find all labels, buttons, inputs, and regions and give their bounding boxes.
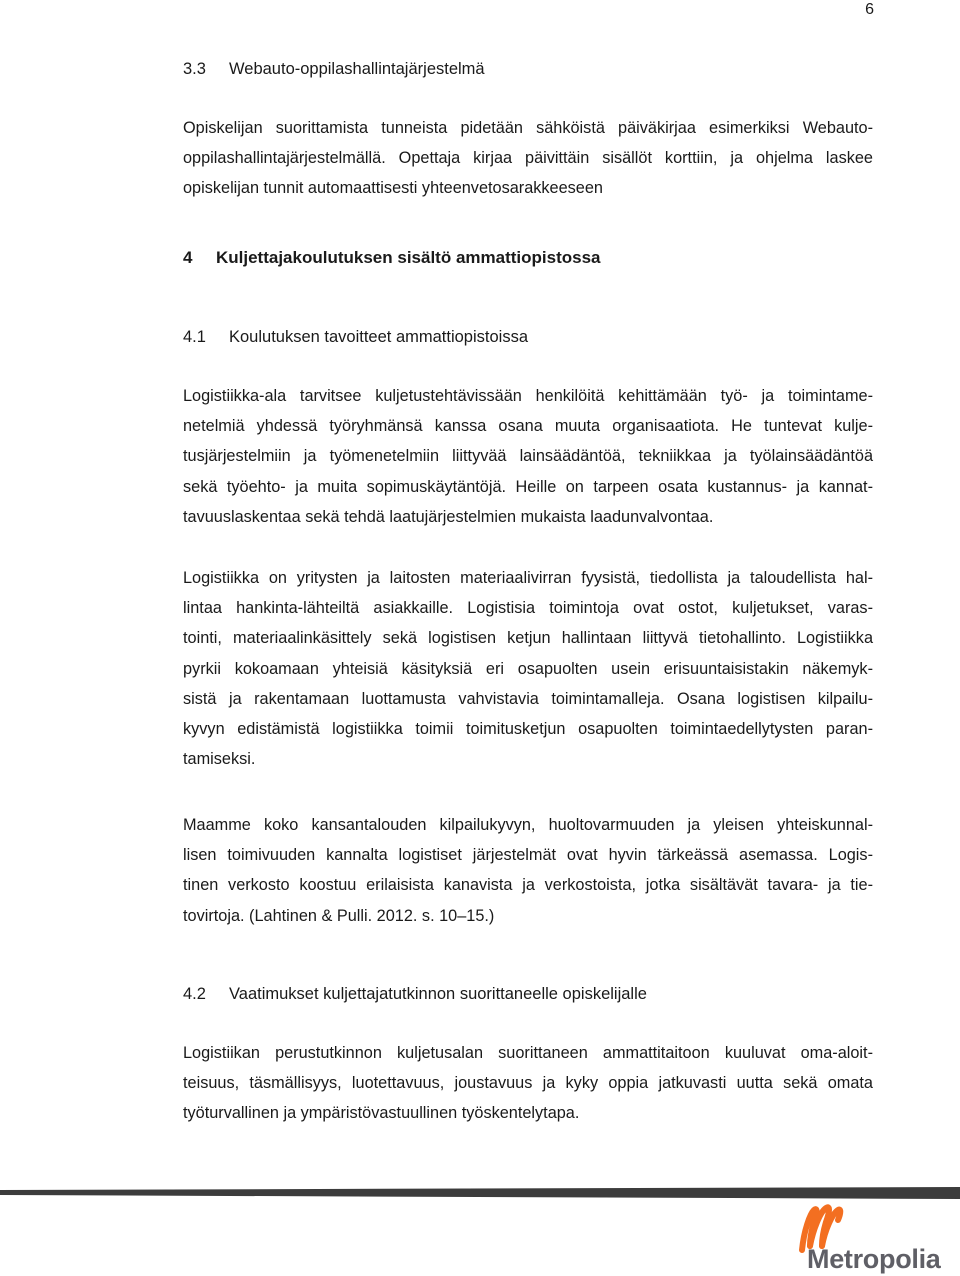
text-line: teisuus, täsmällisyys, luotettavuus, joustavuus ja kyky oppia jatkuvasti uutta sekä omata [183,1074,873,1093]
text-line: tovirtoja. (Lahtinen & Pulli. 2012. s. 10–15.) [183,906,495,925]
text-line: tusjärjestelmiin ja työmenetelmiin liittyvää lainsäädäntöä, tekniikkaa ja työlainsäädäntöä [183,447,873,466]
text-line: lintaa hankinta-lähteiltä asiakkaille. Logistisia toimintoja ovat ostot, kuljetukset, varas- [183,599,873,618]
text-line: tamiseksi. [183,750,256,769]
text-line: netelmiä yhdessä työryhmänsä kanssa osana muuta organisaatiota. He tuntevat kulje- [183,417,873,436]
section-heading-4-2 [183,983,873,1005]
text-line: Logistiikan perustutkinnon kuljetusalan suorittaneen ammattitaitoon kuuluvat oma-aloit- [183,1044,873,1062]
text-line: sistä ja rakentamaan luottamusta vahvistavia toimintamalleja. Osana logistisen kilpailu- [183,689,873,708]
paragraph-4-1-c [183,810,873,931]
text-line: kyvyn edistämistä logistiikka toimii toimitusketjun osapuolten toimintaedellytysten paran- [183,719,873,738]
section-title: Vaatimukset kuljettajatutkinnon suorittaneelle opiskelijalle [229,985,647,1003]
section-title: Webauto-oppilashallintajärjestelmä [229,60,485,78]
text-line: tavuuslaskentaa sekä tehdä laatujärjestelmien mukaista laadunvalvontaa. [183,507,714,526]
text-line: lisen toimivuuden kannalta logistiset järjestelmät ovat hyvin tärkeässä asemassa. Logis- [183,846,873,865]
section-number: 3.3 [183,60,206,78]
footer-bar [0,1187,960,1201]
text-line: pyrkii kokoamaan yhteisiä käsityksiä eri osapuolten usein erisuuntaisistakin näkemyk- [183,659,873,678]
section-number: 4.1 [183,328,206,346]
section-heading-4-1 [183,326,873,348]
text-line: Logistiikka-ala tarvitsee kuljetustehtävissään henkilöitä kehittämään työ- ja toimintame- [183,387,873,405]
logo-text: Metropolia [807,1244,941,1274]
text-line: työturvallinen ja ympäristövastuullinen työskentelytapa. [183,1104,580,1123]
text-line: opiskelijan tunnit automaattisesti yhteenvetosarakkeeseen [183,179,603,198]
text-line: tointi, materiaalinkäsittely sekä logistisen ketjun hallintaan liittyvä tietohallinto. Logistiikka [183,629,873,648]
chapter-heading-4 [183,247,873,269]
text-line: Maamme koko kansantalouden kilpailukyvyn, huoltovarmuuden ja yleisen yhteiskunnal- [183,816,873,834]
section-title: Koulutuksen tavoitteet ammattiopistoissa [229,328,528,346]
text-line: sekä työehto- ja muita sopimuskäytäntöjä. Heille on tarpeen osata kustannus- ja kannat- [183,477,873,496]
section-heading-3-3 [183,58,873,80]
chapter-number: 4 [183,248,193,267]
text-line: Opiskelijan suorittamista tunneista pidetään sähköistä päiväkirjaa esimerkiksi Webauto- [183,119,873,137]
paragraph-4-1-b [183,563,873,774]
paragraph-4-1-a [183,381,873,532]
page-number: 6 [865,1,874,18]
text-line: Logistiikka on yritysten ja laitosten materiaalivirran fyysistä, tiedollista ja taloudellista hal- [183,569,873,587]
text-line: oppilashallintajärjestelmällä. Opettaja kirjaa päivittäin sisällöt korttiin, ja ohjelma laskee [183,149,873,168]
chapter-title: Kuljettajakoulutuksen sisältö ammattiopistossa [216,248,601,267]
paragraph-4-2 [183,1038,873,1129]
text-line: tinen verkosto koostuu erilaisista kanavista ja verkostoista, jotka sisältävät tavara- ja tie- [183,876,873,895]
paragraph-3-3 [183,113,873,204]
section-number: 4.2 [183,985,206,1003]
